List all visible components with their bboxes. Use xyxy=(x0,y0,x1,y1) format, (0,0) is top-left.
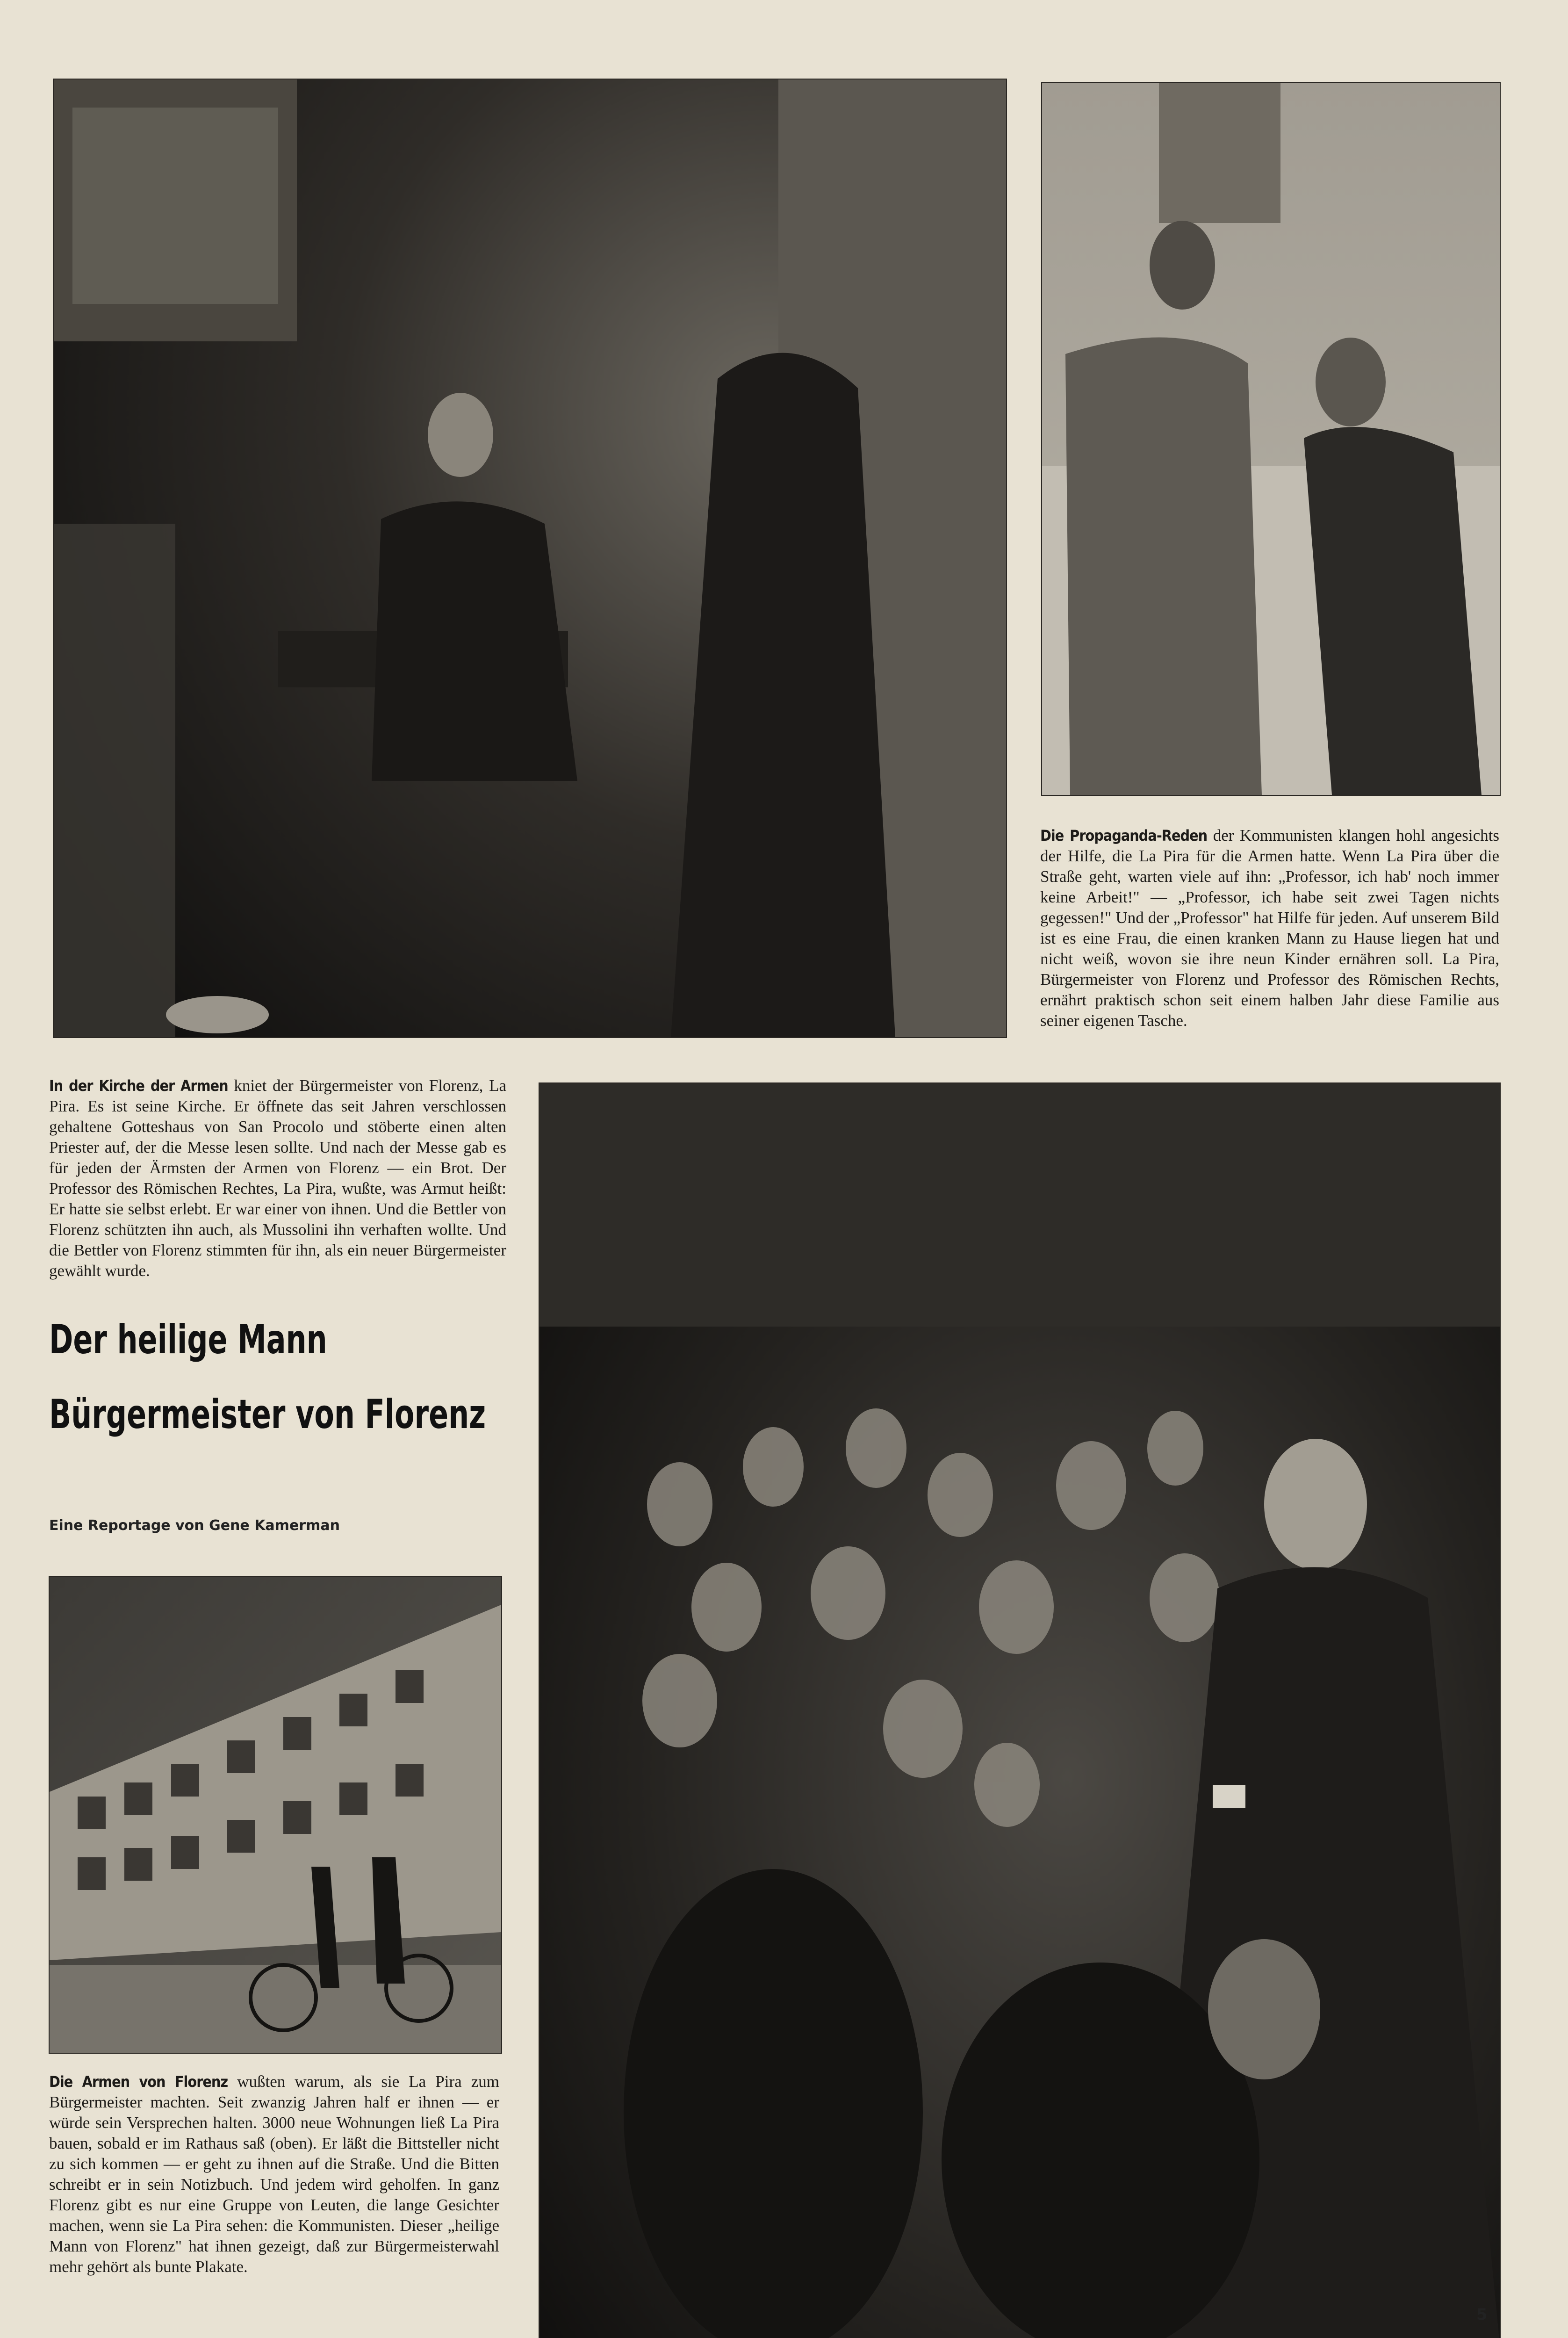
byline: Eine Reportage von Gene Kamerman xyxy=(49,1517,340,1534)
street-photo xyxy=(1041,82,1501,796)
church-caption-text: kniet der Bürgermeister von Florenz, La Pira. Es ist seine Kirche. Er öffnete das seit Jahren verschlossen gehaltene Gotteshaus von San Procolo und stöberte einen alten Priester auf, der die Messe lesen sollte. Und nach der Messe gab es für jeden der Ärmsten der Armen von Florenz — ein Brot. Der Professor des Römischen Rechtes, La Pira, wußte, was Armut heißt: Er hatte sie selbst erlebt. Er war einer von ihnen. Und die Bettler von Florenz schützten ihn auch, als Mussolini ihn verhaften wollte. Und die Bettler von Florenz stimmten für ihn, als ein neuer Bürgermeister gewählt wurde. xyxy=(49,1076,507,1280)
propaganda-caption xyxy=(1040,825,1499,1031)
propaganda-caption-text: der Kommunisten klangen hohl angesichts der Hilfe, die La Pira für die Armen hatte. Wenn La Pira über die Straße geht, warten viele auf ihn: „Professor, ich hab' noch immer keine Arbeit!" — „Professor, ich habe seit zwei Tagen nichts gegessen!" Und der „Professor" hat Hilfe für jeden. Auf unserem Bild ist es eine Frau, die einen kranken Mann zu Hause liegen hat und nicht weiß, wovon sie ihre neun Kinder ernähren soll. La Pira, Bürgermeister von Florenz und Professor des Römischen Rechts, ernährt praktisch schon seit einem halben Jahr diese Familie aus seiner eigenen Tasche. xyxy=(1040,826,1499,1030)
church-photo xyxy=(53,79,1007,1038)
church-caption xyxy=(49,1075,506,1281)
poor-caption xyxy=(49,2071,499,2277)
headline-line-2: Bürgermeister von Florenz xyxy=(49,1391,486,1438)
crowd-photo xyxy=(539,1082,1501,2338)
page-number: 5 xyxy=(1476,2305,1488,2324)
poor-caption-text: wußten warum, als sie La Pira zum Bürgermeister machten. Seit zwanzig Jahren half er ihnen — er würde sein Versprechen halten. 3000 neue Wohnungen ließ La Pira bauen, sobald er im Rathaus saß (oben). Er läßt die Bittsteller nicht zu sich kommen — er geht zu ihnen auf die Straße. Und die Bitten schreibt er in sein Notizbuch. Und jedem wird geholfen. In ganz Florenz gibt es nur eine Gruppe von Leuten, die lange Gesichter machen, wenn sie La Pira sehen: die Kommunisten. Dieser „heilige Mann von Florenz" hat ihnen gezeigt, daß zur Bürgermeisterwahl mehr gehört als bunte Plakate. xyxy=(49,2072,500,2276)
propaganda-caption-lead: Die Propaganda-Reden xyxy=(1040,827,1208,844)
church-caption-lead: In der Kirche der Armen xyxy=(49,1077,228,1095)
housing-photo xyxy=(49,1576,502,2054)
headline-line-1: Der heilige Mann xyxy=(49,1316,327,1363)
poor-caption-lead: Die Armen von Florenz xyxy=(49,2073,228,2091)
